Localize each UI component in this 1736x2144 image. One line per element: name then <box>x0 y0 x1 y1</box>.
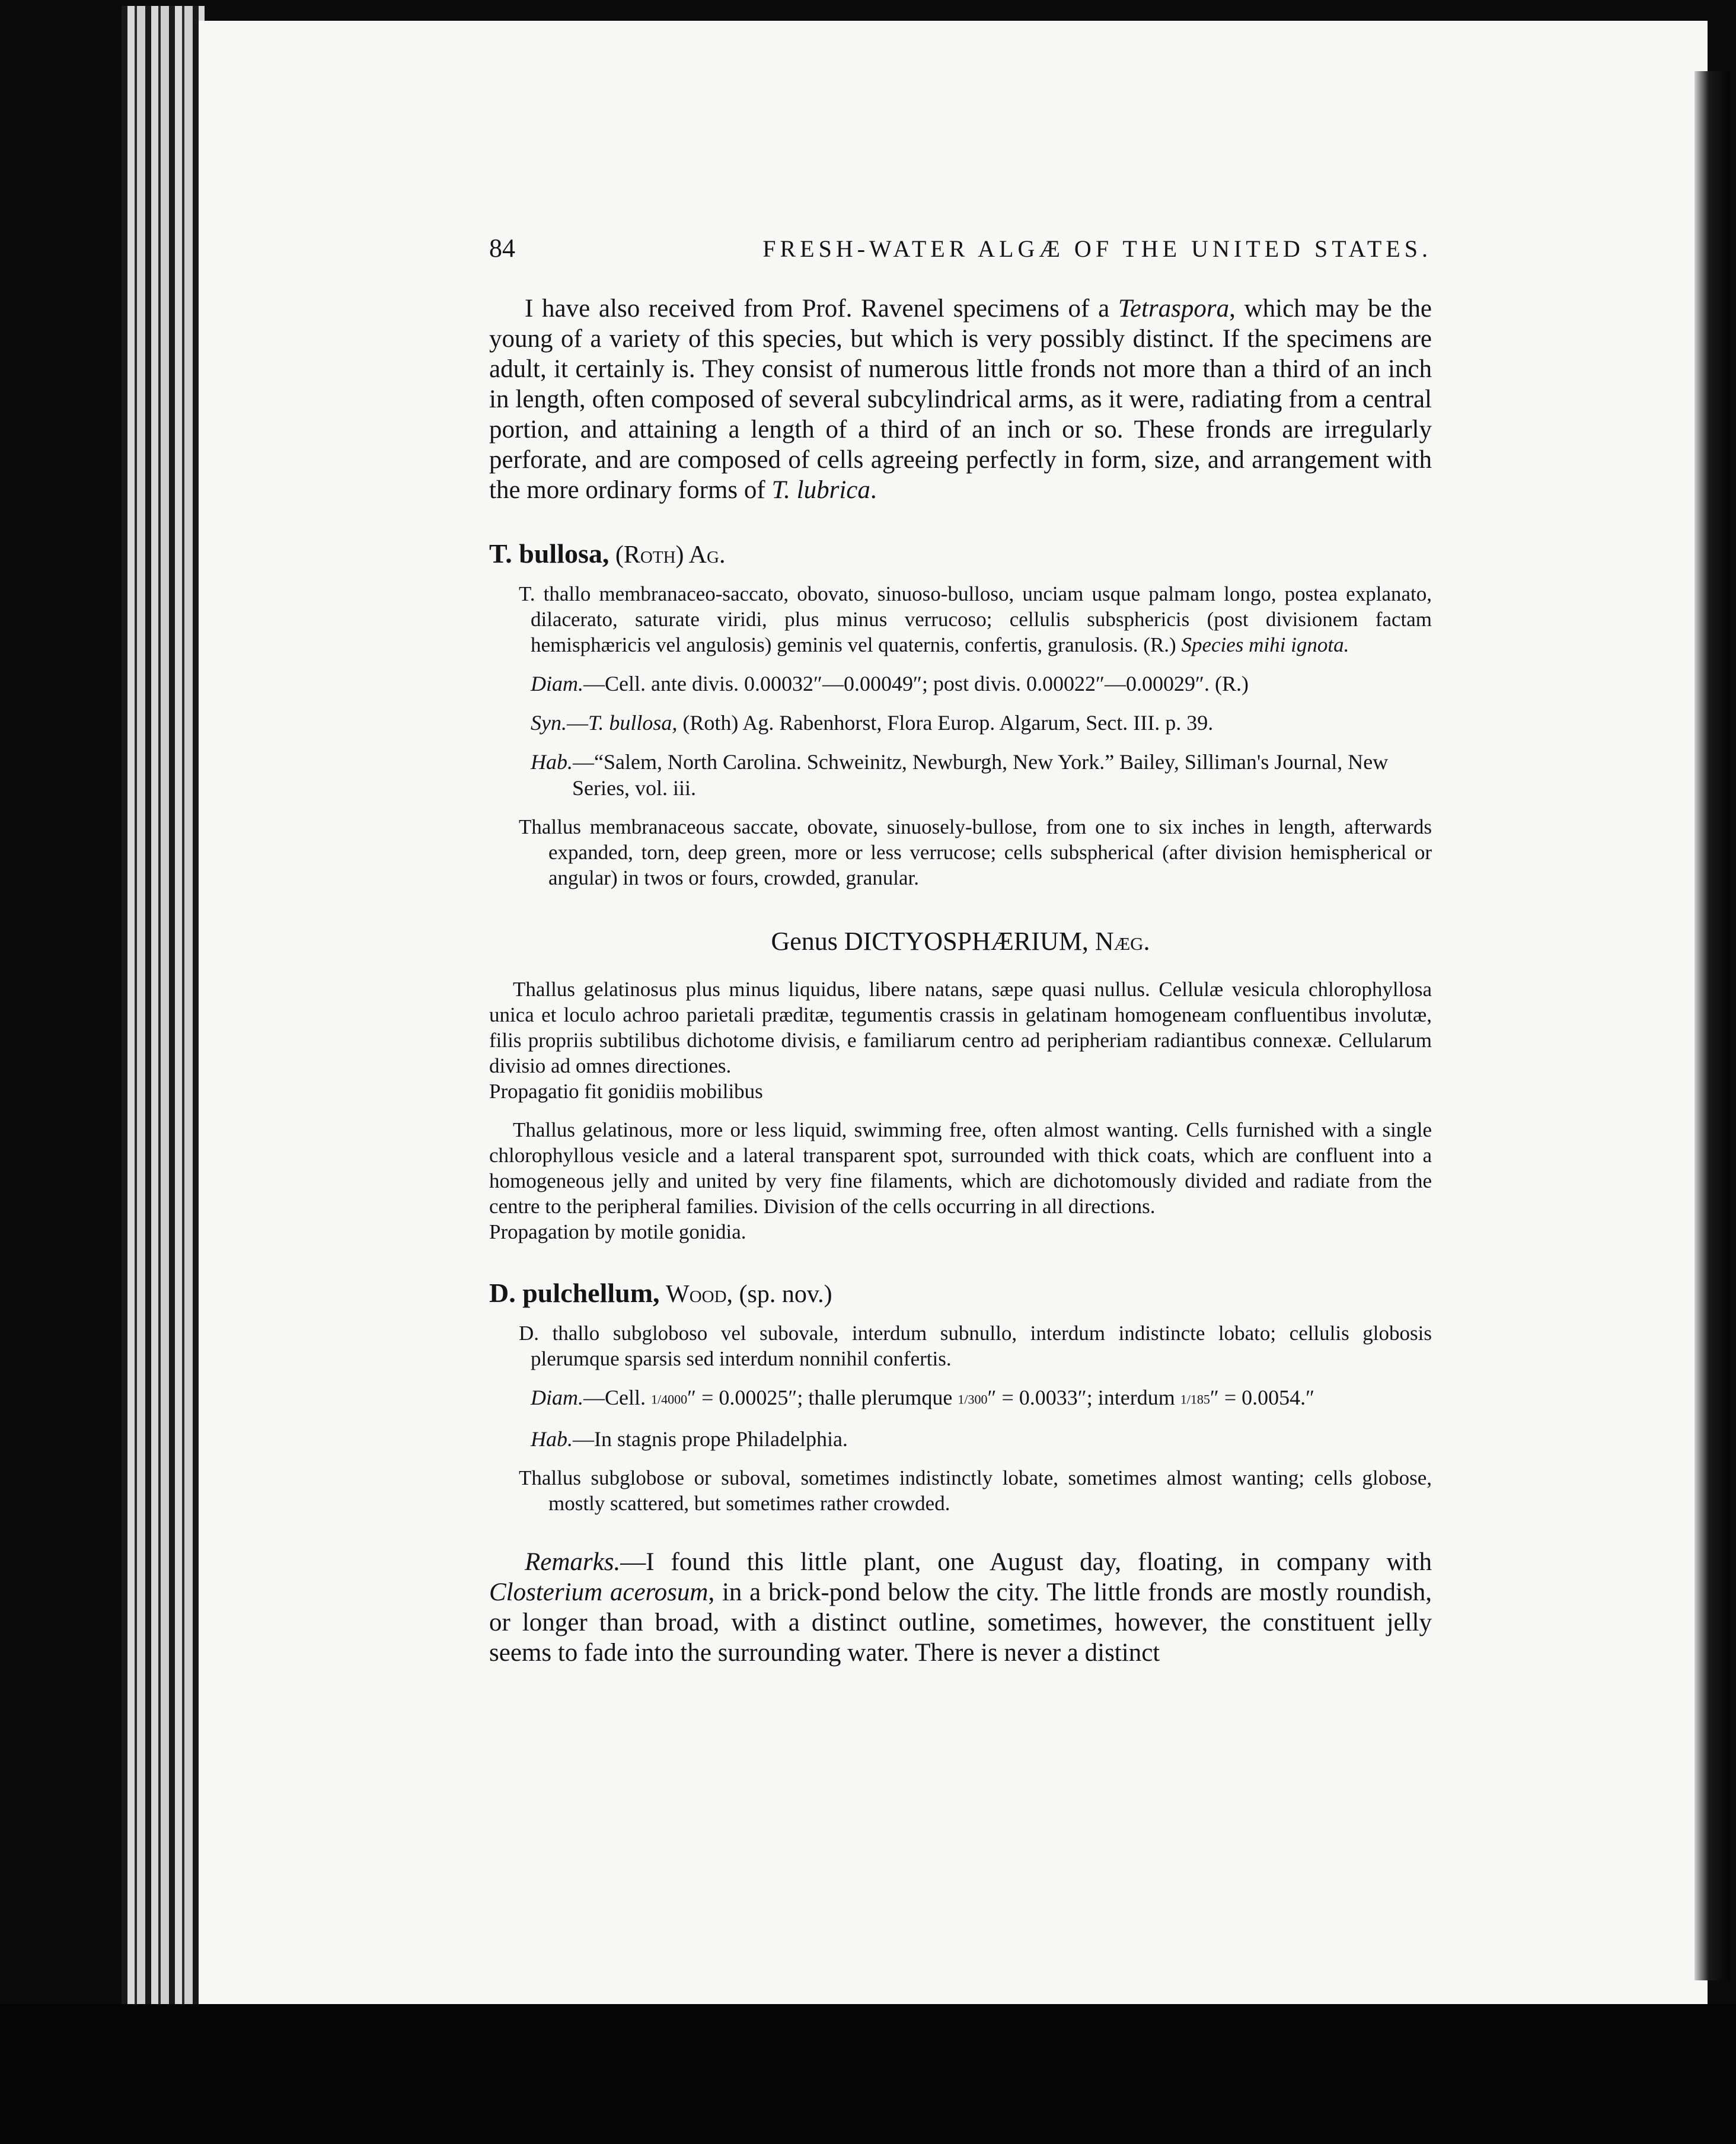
diam-text-2: ″ = 0.00025″; thalle plerumque <box>687 1386 958 1409</box>
diam-label: Diam. <box>531 1386 583 1409</box>
diameter-line <box>531 671 1432 697</box>
species-note: (sp. nov.) <box>733 1281 832 1308</box>
latin-description: D. thallo subgloboso vel subovale, interdum subnullo, interdum indistincte lobato; cellulis globosis plerumque sparsis sed interdum nonnihil confertis. <box>519 1322 1432 1370</box>
species-heading-d-pulchellum <box>489 1279 1432 1309</box>
hab-label: Hab. <box>531 750 573 774</box>
remarks-text-2: , in a brick-pond below the city. The little fronds are mostly roundish, or longer than broad, with a distinct outline, sometimes, however, the constituent jelly seems to fade into the surrounding water. There is never a distinct <box>489 1578 1432 1667</box>
intro-text-2: , which may be the young of a variety of this species, but which is very possibly distinct. If the specimens are adult, it certainly is. They consist of numerous little fronds not more than a third of an inch in length, often composed of several subcylindrical arms, as it were, radiating from a central portion, and attaining a length of a third of an inch or so. These fronds are irregularly perforate, and are composed of cells agreeing perfectly in form, size, and arrangement with the more ordinary forms of <box>489 295 1432 504</box>
hab-text: —In stagnis prope Philadelphia. <box>573 1427 848 1451</box>
genus-english-description: Thallus gelatinous, more or less liquid, swimming free, often almost wanting. Cells furnished with a single chlorophyllous vesicle and a lateral transparent spot, surrounded with thick coats, which are confluent into a homogeneous jelly and united by very fine filaments, which are dichotomously divided and radiate from the centre to the peripheral families. Division of the cells occurring in all directions. <box>489 1118 1432 1218</box>
fraction-1: 1/4000 <box>651 1392 688 1407</box>
intro-text-3: . <box>870 476 877 504</box>
genus-authority: Næg. <box>1094 927 1150 956</box>
intro-genus: Tetraspora <box>1118 295 1230 323</box>
remarks-text-1: —I found this little plant, one August day, floating, in company with <box>620 1548 1432 1576</box>
genus-name: DICTYOSPHÆRIUM, <box>844 927 1089 956</box>
running-head <box>489 234 1432 263</box>
genus-latin-description: Thallus gelatinosus plus minus liquidus, libere natans, sæpe quasi nullus. Cellulæ vesicula chlorophyllosa unica et loculo achroo parietali præditæ, tegumentis crassis in gelatinam homogeneam confluentibus involutæ, filis propriis subtilibus dichotome divisis, e familiarum centro ad peripheriam radiantibus connexæ. Cellularum divisio ad omnes directiones. <box>489 978 1432 1077</box>
latin-note: Species mihi ignota. <box>1181 633 1349 656</box>
diam-text: —Cell. ante divis. 0.00032″—0.00049″; post divis. 0.00022″—0.00029″. (R.) <box>583 672 1249 695</box>
hab-text: —“Salem, North Carolina. Schweinitz, Newburgh, New York.” Bailey, Silliman's Journal, New Series, vol. iii. <box>572 750 1389 800</box>
diam-text-3: ″ = 0.0033″; interdum <box>987 1386 1180 1409</box>
hab-label: Hab. <box>531 1427 573 1451</box>
running-title: FRESH-WATER ALGÆ OF THE UNITED STATES. <box>762 235 1432 262</box>
species-authority: (Roth) Ag. <box>615 541 726 569</box>
intro-paragraph <box>489 293 1432 505</box>
genus-english-propagation: Propagation by motile gonidia. <box>489 1220 746 1243</box>
intro-species: T. lubrica <box>771 476 870 504</box>
fraction-2: 1/300 <box>958 1392 988 1407</box>
diam-label: Diam. <box>531 672 583 695</box>
page-number: 84 <box>489 234 515 263</box>
synonym-line <box>531 710 1432 736</box>
genus-prefix: Genus <box>771 927 844 956</box>
english-description: Thallus subglobose or suboval, sometimes indistinctly lobate, sometimes almost wanting; cells globose, mostly scattered, but sometimes rather crowded. <box>519 1466 1432 1515</box>
remarks-paragraph <box>489 1547 1432 1668</box>
book-gutter-shadow <box>1694 71 1730 1980</box>
page-content <box>489 234 1432 1668</box>
remarks-label: Remarks. <box>525 1548 621 1576</box>
genus-latin-propagation: Propagatio fit gonidiis mobilibus <box>489 1080 763 1103</box>
syn-text: (Roth) Ag. Rabenhorst, Flora Europ. Algarum, Sect. III. p. 39. <box>677 711 1214 735</box>
book-page-edges <box>122 6 205 2010</box>
species-name: T. bullosa, <box>489 538 609 569</box>
species-heading-t-bullosa <box>489 540 1432 569</box>
genus-heading <box>489 927 1432 955</box>
diam-text-4: ″ = 0.0054.″ <box>1210 1386 1315 1409</box>
diameter-line <box>531 1384 1432 1413</box>
species-name: D. pulchellum, <box>489 1278 660 1308</box>
english-description: Thallus membranaceous saccate, obovate, sinuosely-bullose, from one to six inches in length, afterwards expanded, torn, deep green, more or less verrucose; cells subspherical (after division hemispherical or angular) in twos or fours, crowded, granular. <box>519 815 1432 889</box>
syn-label: Syn. <box>531 711 567 735</box>
scan-bottom-shadow <box>0 2004 1736 2144</box>
fraction-3: 1/185 <box>1180 1392 1210 1407</box>
syn-species: T. bullosa, <box>588 711 678 735</box>
remarks-species: Closterium acerosum <box>489 1578 709 1606</box>
habitat-line <box>531 1426 1432 1452</box>
habitat-line <box>531 749 1432 801</box>
species-authority: Wood, <box>666 1281 733 1308</box>
intro-text-1: I have also received from Prof. Ravenel specimens of a <box>525 295 1118 323</box>
syn-dash: — <box>566 711 588 735</box>
latin-description <box>519 581 1432 658</box>
diam-text-1: —Cell. <box>583 1386 651 1409</box>
latin-text: T. thallo membranaceo-saccato, obovato, sinuoso-bulloso, unciam usque palmam longo, postea explanato, dilacerato, saturate viridi, plus minus verrucoso; cellulis subsphericis (post divisionem factam hemisphæricis vel angulosis) geminis vel quaternis, confertis, granulosis. (R.) <box>519 582 1432 656</box>
